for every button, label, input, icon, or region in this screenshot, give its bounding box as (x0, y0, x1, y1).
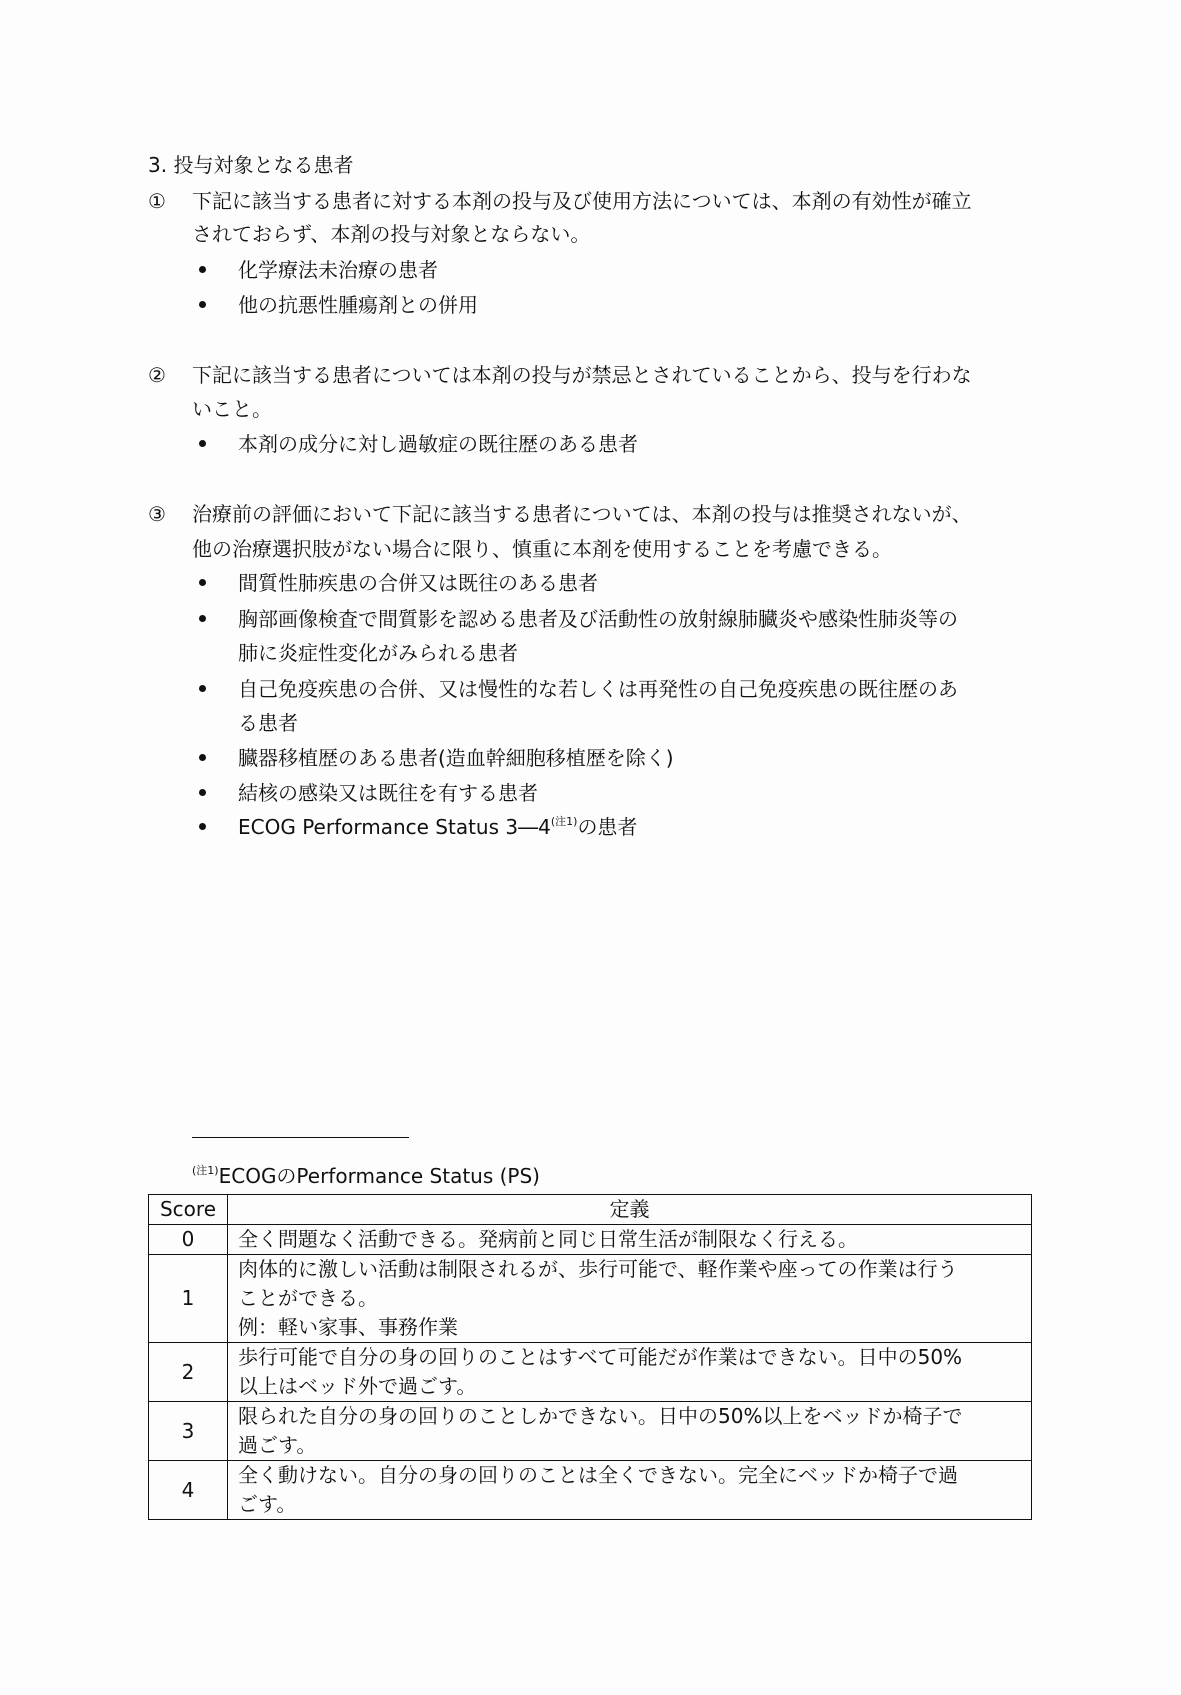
definition-line: 以上はベッド外で過ごす。 (238, 1374, 477, 1398)
paragraph-line: 下記に該当する患者に対する本剤の投与及び使用方法については、本剤の有効性が確立 (192, 189, 972, 213)
score-cell: 3 (149, 1402, 228, 1461)
bullet-icon (199, 823, 206, 830)
definition-cell (228, 1343, 1032, 1402)
table-row (149, 1255, 1032, 1343)
footnote-divider (192, 1137, 409, 1138)
score-cell: 1 (149, 1255, 228, 1343)
header-score: Score (149, 1195, 228, 1225)
definition-line: 限られた自分の身の回りのことしかできない。日中の50%以上をベッドか椅子で (238, 1404, 963, 1428)
table-caption: ECOGのPerformance Status (PS) (218, 1164, 540, 1188)
paragraph-line: 下記に該当する患者については本剤の投与が禁忌とされていることから、投与を行わな (192, 363, 972, 387)
definition-line: 全く動けない。自分の身の回りのことは全くできない。完全にベッドか椅子で過 (238, 1463, 958, 1487)
list-item: 本剤の成分に対し過敏症の既往歴のある患者 (238, 432, 638, 456)
footnote-ref: (注1) (192, 1164, 219, 1177)
list-item-continuation: る患者 (238, 711, 298, 735)
table-row (149, 1402, 1032, 1461)
score-cell: 0 (149, 1225, 228, 1255)
list-item-ecog (238, 815, 637, 839)
list-item: 結核の感染又は既往を有する患者 (238, 781, 538, 805)
definition-line: ごす。 (238, 1492, 297, 1516)
score-cell: 4 (149, 1461, 228, 1520)
section-heading: 3. 投与対象となる患者 (148, 153, 354, 177)
definition-cell (228, 1225, 1032, 1255)
list-item: 間質性肺疾患の合併又は既往のある患者 (238, 571, 598, 595)
list-item: 臓器移植歴のある患者(造血幹細胞移植歴を除く) (238, 746, 674, 770)
footnote-caption (192, 1164, 540, 1188)
list-item: 他の抗悪性腫瘍剤との併用 (238, 293, 478, 317)
definition-line: 例：軽い家事、事務作業 (238, 1315, 458, 1339)
paragraph-line: 他の治療選択肢がない場合に限り、慎重に本剤を使用することを考慮できる。 (192, 537, 892, 561)
table-header-row (149, 1195, 1032, 1225)
table-row (149, 1461, 1032, 1520)
bullet-icon (199, 266, 206, 273)
list-item: 化学療法未治療の患者 (238, 258, 438, 282)
section-marker: ① (148, 189, 166, 213)
bullet-icon (199, 615, 206, 622)
footnote-ref: (注1) (550, 815, 578, 828)
list-item-continuation: 肺に炎症性変化がみられる患者 (238, 641, 518, 665)
bullet-icon (199, 440, 206, 447)
bullet-icon (199, 789, 206, 796)
table-row (149, 1225, 1032, 1255)
paragraph-line: されておらず、本剤の投与対象とならない。 (192, 222, 591, 246)
list-item: 胸部画像検査で間質影を認める患者及び活動性の放射線肺臓炎や感染性肺炎等の (238, 607, 958, 631)
section-marker: ② (148, 363, 166, 387)
bullet-icon (199, 685, 206, 692)
list-item-text: ECOG Performance Status 3―4 (238, 815, 551, 839)
section-marker: ③ (148, 502, 166, 526)
definition-line: 歩行可能で自分の身の回りのことはすべて可能だが作業はできない。日中の50% (238, 1345, 963, 1369)
definition-line: 全く問題なく活動できる。発病前と同じ日常生活が制限なく行える。 (238, 1227, 858, 1251)
table-row (149, 1343, 1032, 1402)
definition-cell (228, 1402, 1032, 1461)
definition-line: ことができる。 (238, 1286, 378, 1310)
bullet-icon (199, 579, 206, 586)
definition-cell (228, 1255, 1032, 1343)
definition-line: 過ごす。 (238, 1433, 317, 1457)
bullet-icon (199, 301, 206, 308)
ecog-table (148, 1194, 1032, 1520)
bullet-icon (199, 754, 206, 761)
list-item: 自己免疫疾患の合併、又は慢性的な若しくは再発性の自己免疫疾患の既往歴のあ (238, 677, 958, 701)
paragraph-line: いこと。 (192, 397, 272, 421)
header-definition: 定義 (228, 1195, 1032, 1225)
score-cell: 2 (149, 1343, 228, 1402)
definition-cell (228, 1461, 1032, 1520)
definition-line: 肉体的に激しい活動は制限されるが、歩行可能で、軽作業や座っての作業は行う (238, 1257, 958, 1281)
paragraph-line: 治療前の評価において下記に該当する患者については、本剤の投与は推奨されないが、 (192, 502, 972, 526)
list-item-text: の患者 (577, 815, 638, 839)
